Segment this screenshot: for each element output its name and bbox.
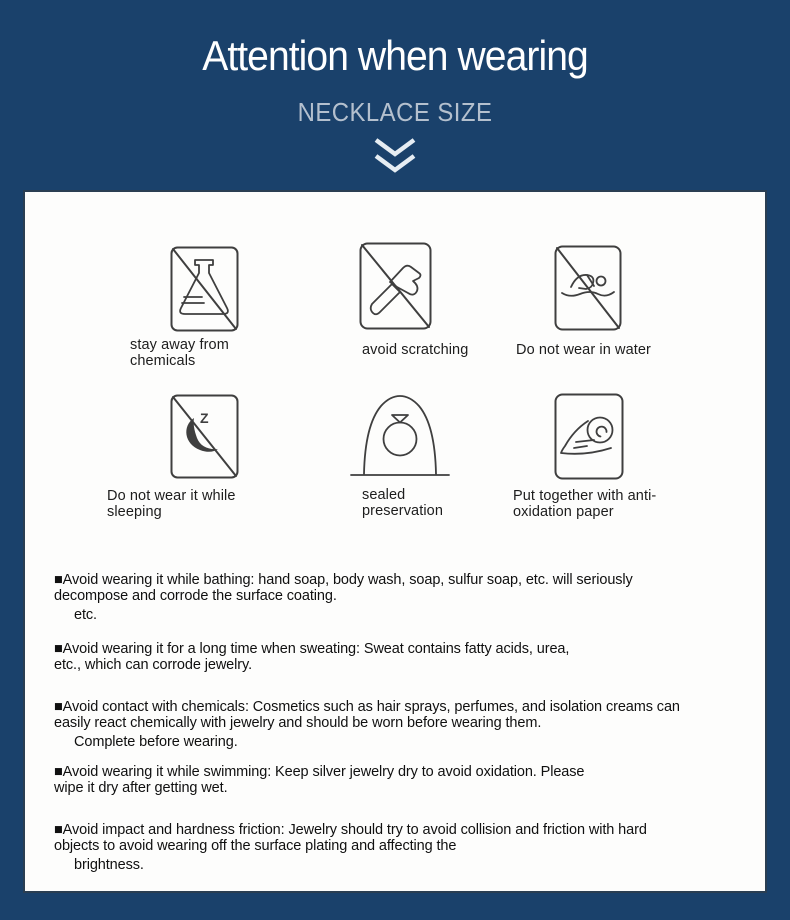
icon-label [130, 338, 229, 369]
label-line: chemicals [130, 352, 196, 369]
label-line: preservation [362, 502, 443, 519]
note-line: ■Avoid wearing it while bathing: hand soap, body wash, soap, sulfur soap, etc. will seriously [54, 572, 633, 588]
note-line: ■Avoid wearing it for a long time when sweating: Sweat contains fatty acids, urea, [54, 641, 570, 657]
label-line: stay away from [130, 337, 229, 353]
icon-label [513, 489, 656, 520]
label-line: avoid scratching [362, 342, 469, 358]
svg-text:Z: Z [200, 410, 209, 426]
note-line: ■Avoid wearing it while swimming: Keep silver jewelry dry to avoid oxidation. Please [54, 764, 585, 780]
no-swimming-icon [554, 245, 622, 331]
label-line: sealed [362, 487, 406, 503]
note-line: ■Avoid impact and hardness friction: Jewelry should try to avoid collision and friction with hard [54, 822, 647, 838]
note-line: etc. [74, 607, 97, 623]
care-note [54, 823, 647, 874]
care-note [54, 642, 569, 673]
care-card [23, 190, 767, 893]
note-line: objects to avoid wearing off the surface plating and affecting the [54, 837, 457, 854]
no-sleeping-moon-icon [170, 394, 239, 479]
note-line: etc., which can corrode jewelry. [54, 656, 253, 673]
label-line: oxidation paper [513, 503, 614, 520]
no-scratching-hammer-icon [359, 242, 432, 330]
anti-oxidation-paper-roll-icon [554, 393, 624, 480]
no-chemicals-flask-icon [170, 246, 239, 332]
page-title: Attention when wearing [202, 32, 588, 79]
label-line: Do not wear it while [107, 488, 236, 504]
icon-label [107, 489, 236, 520]
note-line: Complete before wearing. [74, 734, 238, 750]
note-line: brightness. [74, 857, 144, 873]
note-line: ■Avoid contact with chemicals: Cosmetics such as hair sprays, perfumes, and isolation creams can [54, 699, 680, 715]
svg-text:z: z [189, 428, 193, 437]
header [0, 0, 790, 190]
icon-label [362, 488, 443, 519]
care-note [54, 765, 584, 796]
note-line: wipe it dry after getting wet. [54, 779, 228, 796]
care-note [54, 573, 633, 624]
page-subtitle: NECKLACE SIZE [297, 97, 493, 127]
icon-label [516, 343, 651, 359]
double-chevron-down-icon [0, 137, 790, 177]
note-line: easily react chemically with jewelry and should be worn before wearing them. [54, 714, 542, 731]
note-line: decompose and corrode the surface coating. [54, 587, 337, 604]
label-line: sleeping [107, 503, 162, 520]
label-line: Do not wear in water [516, 342, 651, 358]
icon-label [362, 343, 468, 359]
sealed-ring-dome-icon [350, 391, 450, 477]
label-line: Put together with anti- [513, 488, 657, 504]
care-note [54, 700, 680, 751]
